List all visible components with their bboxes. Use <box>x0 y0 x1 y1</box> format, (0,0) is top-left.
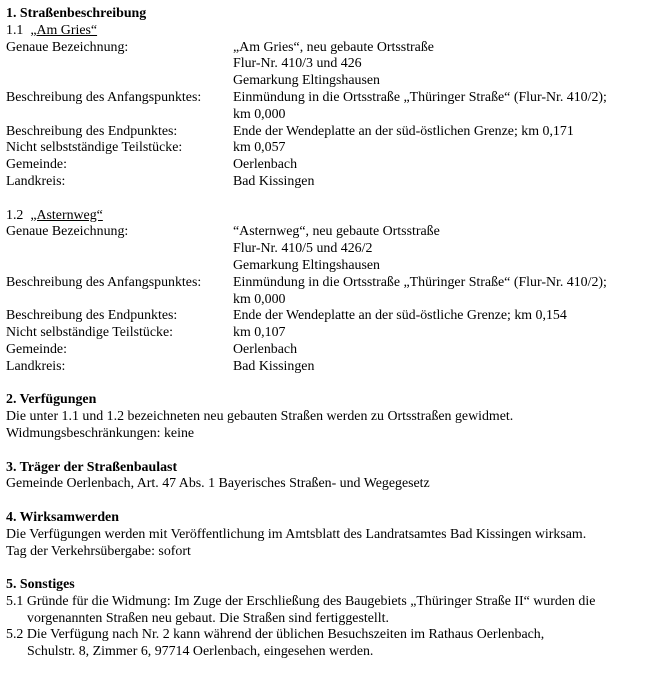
value-line: km 0,000 <box>233 291 286 307</box>
field-label: Gemeinde: <box>6 157 67 173</box>
field-label: Beschreibung des Endpunktes: <box>6 123 178 139</box>
value-line: km 0,000 <box>233 106 286 122</box>
field-row <box>6 308 644 325</box>
subsection-name: „Asternweg“ <box>30 207 103 223</box>
field-row <box>6 40 644 90</box>
section-5-heading: 5. Sonstiges <box>6 577 75 593</box>
value-line: Flur-Nr. 410/3 und 426 <box>233 56 362 72</box>
field-row <box>6 275 644 309</box>
field-row <box>6 157 644 174</box>
field-row <box>6 359 644 376</box>
field-label: Genaue Bezeichnung: <box>6 39 129 55</box>
field-value: Ende der Wendeplatte an der süd-östlichen Grenze; km 0,171 <box>233 123 574 139</box>
field-value <box>233 224 644 274</box>
list-item-line: vorgenannten Straßen neu gebaut. Die Straßen sind fertiggestellt. <box>27 610 389 626</box>
field-label: Landkreis: <box>6 358 66 374</box>
list-item <box>6 627 644 661</box>
spacer <box>6 376 644 393</box>
field-label: Nicht selbständige Teilstücke: <box>6 325 173 341</box>
field-row <box>6 342 644 359</box>
paragraph-line: Gemeinde Oerlenbach, Art. 47 Abs. 1 Bayerisches Straßen- und Wegegesetz <box>6 476 430 492</box>
field-row <box>6 325 644 342</box>
list-item-line: Schulstr. 8, Zimmer 6, 97714 Oerlenbach, eingesehen werden. <box>27 644 374 660</box>
subsection-name: „Am Gries“ <box>30 22 98 38</box>
field-value <box>233 90 644 124</box>
list-item-line: 5.1 Gründe für die Widmung: Im Zuge der Erschließung des Baugebiets „Thüringer Straße II“ wurden die <box>6 593 596 609</box>
field-label: Beschreibung des Anfangspunktes: <box>6 89 202 105</box>
subsection-1-1-title <box>6 23 644 40</box>
field-value: Ende der Wendeplatte an der süd-östliche Grenze; km 0,154 <box>233 308 567 324</box>
field-label: Landkreis: <box>6 173 66 189</box>
field-label: Beschreibung des Endpunktes: <box>6 308 178 324</box>
section-2-heading: 2. Verfügungen <box>6 392 97 408</box>
field-value: Oerlenbach <box>233 341 298 357</box>
section-4-heading: 4. Wirksamwerden <box>6 509 119 525</box>
list-item-line: 5.2 Die Verfügung nach Nr. 2 kann während der üblichen Besuchszeiten im Rathaus Oerlenbach, <box>6 627 545 643</box>
spacer <box>6 560 644 577</box>
value-line: Gemarkung Eltingshausen <box>233 73 380 89</box>
value-line: Gemarkung Eltingshausen <box>233 257 380 273</box>
paragraph-line: Tag der Verkehrsübergabe: sofort <box>6 543 191 559</box>
field-value: Bad Kissingen <box>233 173 315 189</box>
field-value: Oerlenbach <box>233 157 298 173</box>
field-value: km 0,107 <box>233 325 286 341</box>
spacer <box>6 493 644 510</box>
field-value: Bad Kissingen <box>233 358 315 374</box>
subsection-1-2-title <box>6 208 644 225</box>
value-line: Einmündung in die Ortsstraße „Thüringer Straße“ (Flur-Nr. 410/2); <box>233 274 607 290</box>
section-1-heading: 1. Straßenbeschreibung <box>6 6 147 21</box>
field-label: Beschreibung des Anfangspunktes: <box>6 274 202 290</box>
paragraph-line: Die Verfügungen werden mit Veröffentlichung im Amtsblatt des Landratsamtes Bad Kissingen wirksam. <box>6 526 587 542</box>
field-value: km 0,057 <box>233 140 286 156</box>
value-line: Einmündung in die Ortsstraße „Thüringer Straße“ (Flur-Nr. 410/2); <box>233 89 607 105</box>
field-row <box>6 140 644 157</box>
value-line: „Am Gries“, neu gebaute Ortsstraße <box>233 39 434 55</box>
field-row <box>6 90 644 124</box>
field-value <box>233 40 644 90</box>
field-row <box>6 224 644 274</box>
field-row <box>6 124 644 141</box>
field-label: Gemeinde: <box>6 341 67 357</box>
paragraph-line: Widmungsbeschränkungen: keine <box>6 425 195 441</box>
field-value <box>233 275 644 309</box>
section-3-heading: 3. Träger der Straßenbaulast <box>6 459 178 475</box>
subsection-number: 1.2 <box>6 207 24 223</box>
paragraph-line: Die unter 1.1 und 1.2 bezeichneten neu gebauten Straßen werden zu Ortsstraßen gewidmet. <box>6 409 514 425</box>
spacer <box>6 443 644 460</box>
list-item <box>6 594 644 628</box>
subsection-number: 1.1 <box>6 22 24 38</box>
field-row <box>6 174 644 191</box>
field-label: Nicht selbstständige Teilstücke: <box>6 140 183 156</box>
field-label: Genaue Bezeichnung: <box>6 224 129 240</box>
spacer <box>6 191 644 208</box>
value-line: “Asternweg“, neu gebaute Ortsstraße <box>233 224 440 240</box>
value-line: Flur-Nr. 410/5 und 426/2 <box>233 241 373 257</box>
